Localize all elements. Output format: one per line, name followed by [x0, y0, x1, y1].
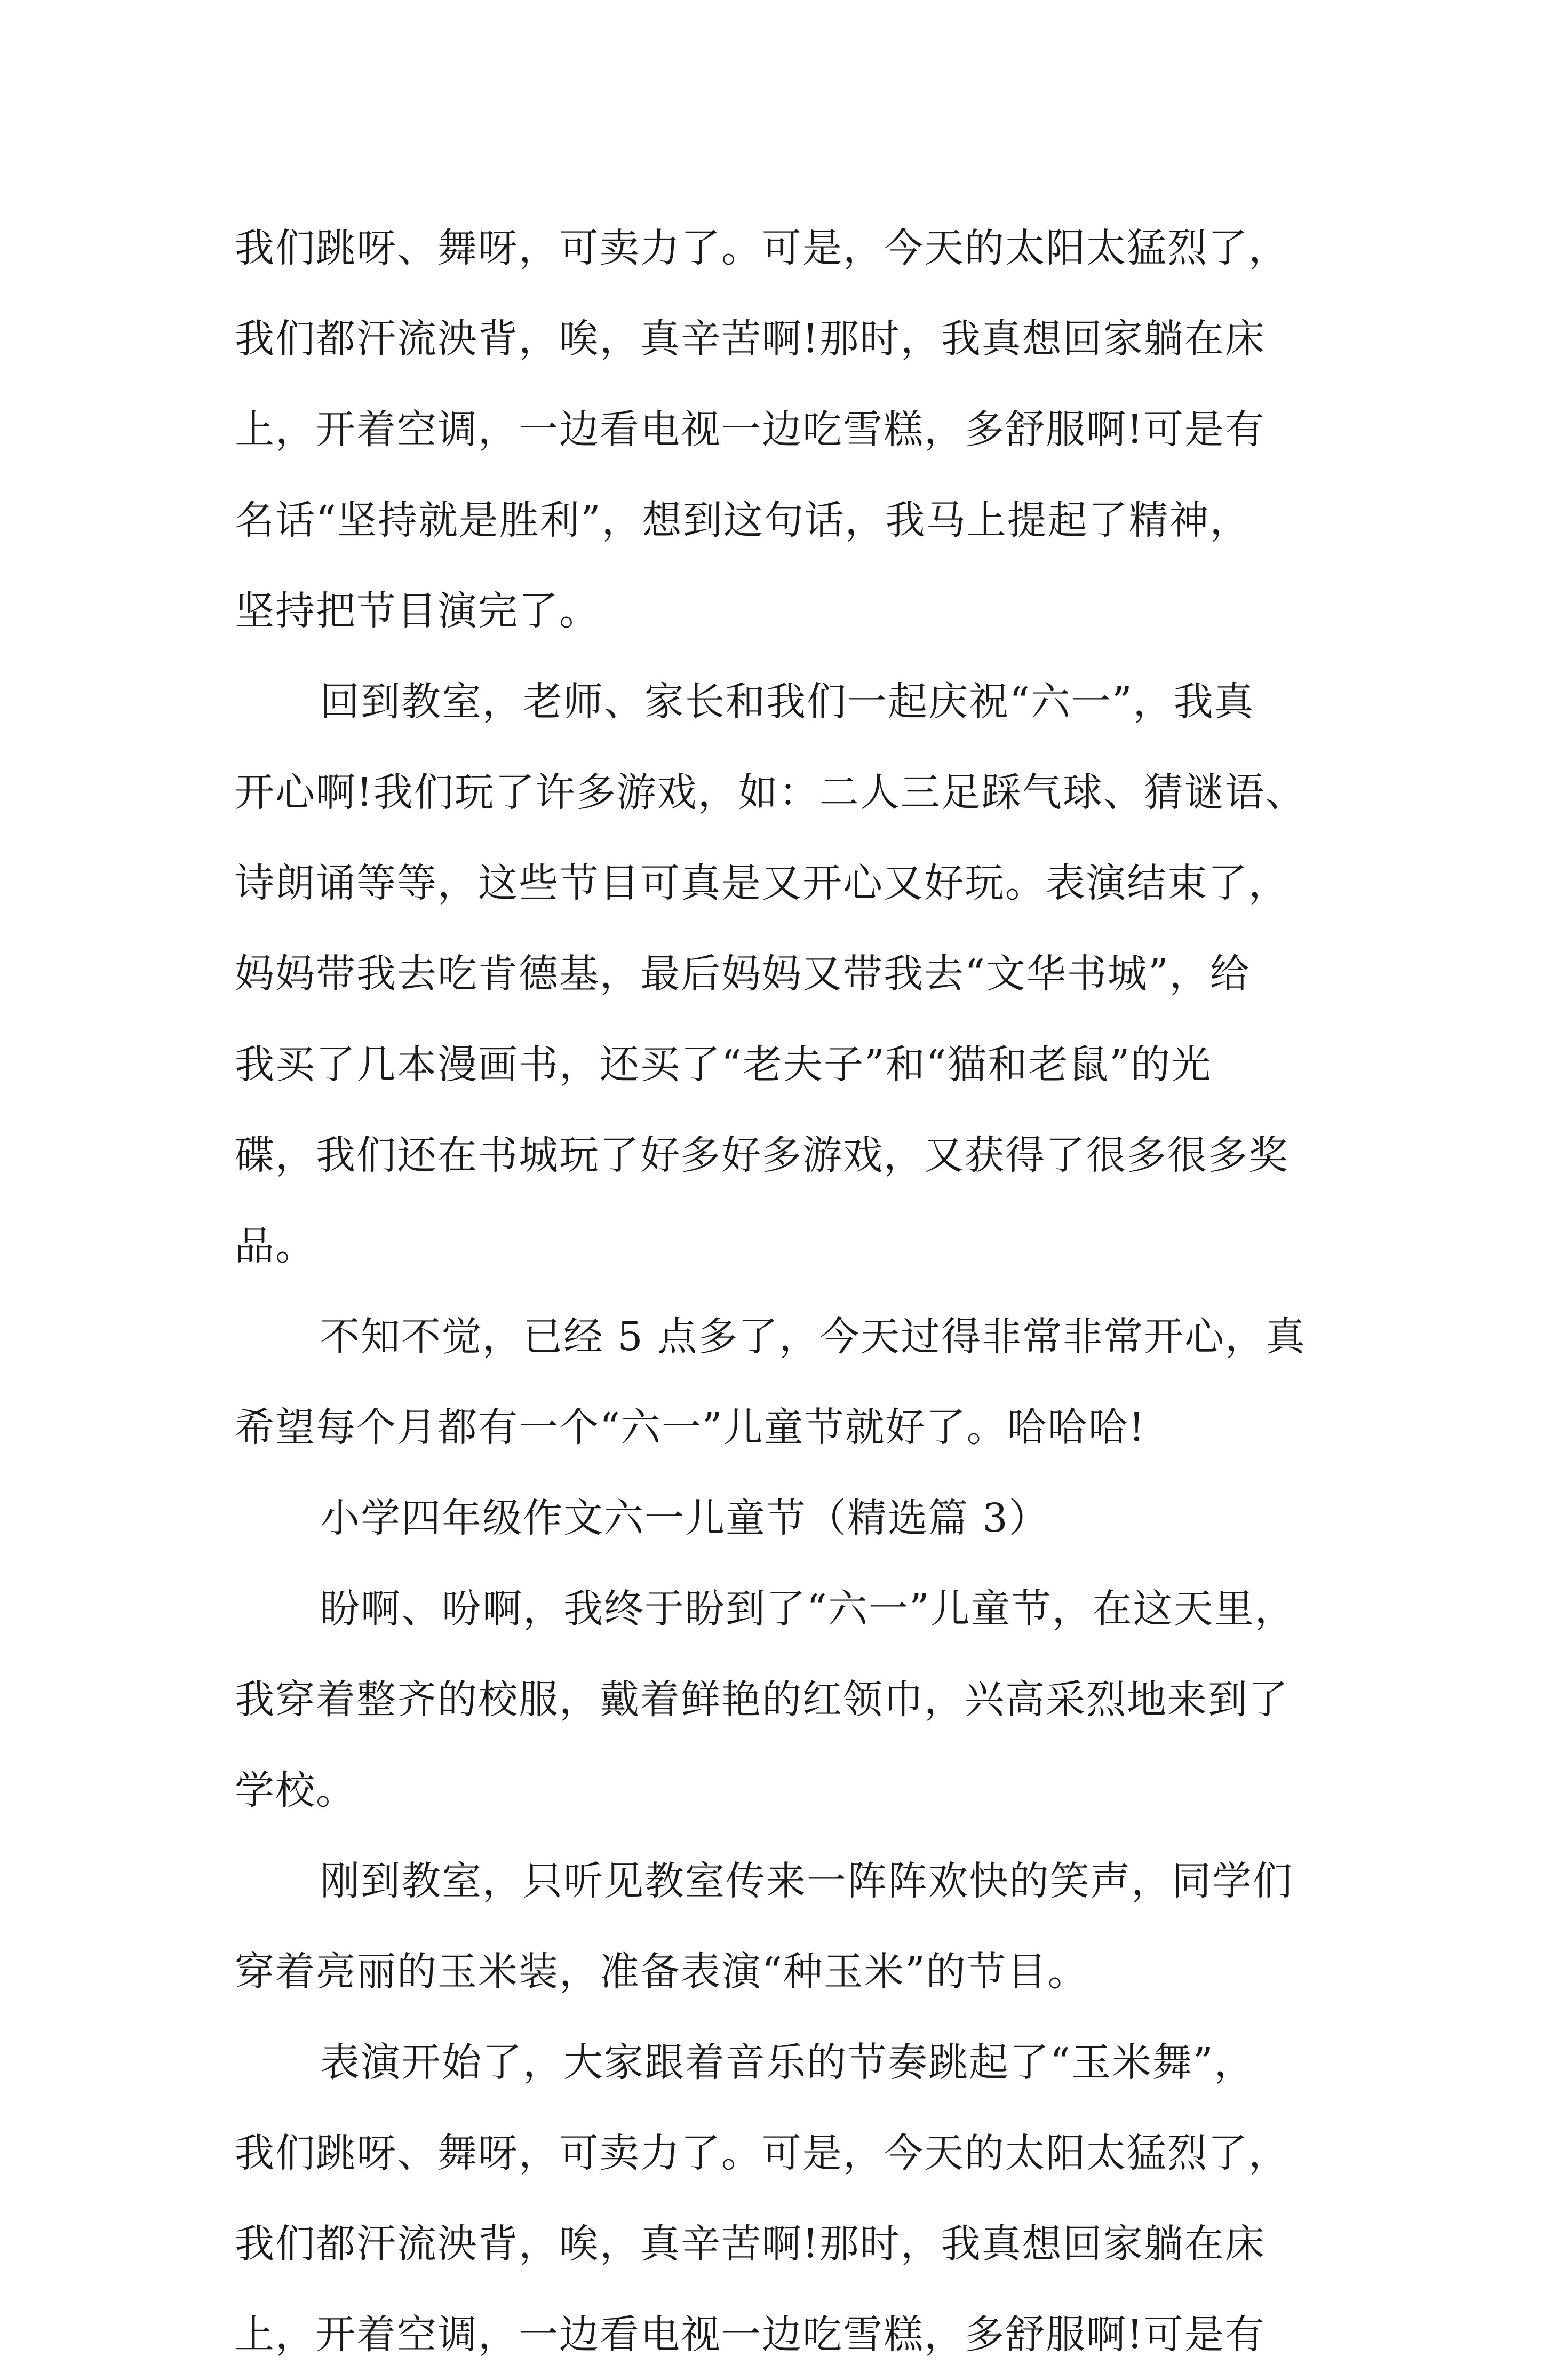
text-line: 开心啊!我们玩了许多游戏，如：二人三足踩气球、猜谜语、 [235, 769, 1306, 815]
text-line: 我穿着整齐的校服，戴着鲜艳的红领巾，兴高采烈地来到了 [235, 1677, 1289, 1723]
paragraph-first-line: 回到教室，老师、家长和我们一起庆祝“六一”，我真 [320, 679, 1255, 725]
paragraph-first-line: 不知不觉，已经 5 点多了，今天过得非常非常开心，真 [320, 1314, 1307, 1360]
article-body [235, 203, 1318, 2380]
text-line: 诗朗诵等等，这些节目可真是又开心又好玩。表演结束了， [235, 860, 1289, 906]
text-line: 我们跳呀、舞呀，可卖力了。可是，今天的太阳太猛烈了， [235, 2130, 1289, 2176]
section-heading: 小学四年级作文六一儿童节（精选篇 3） [320, 1495, 1049, 1541]
paragraph-first-line: 刚到教室，只听见教室传来一阵阵欢快的笑声，同学们 [320, 1858, 1293, 1904]
text-line: 妈妈带我去吃肯德基，最后妈妈又带我去“文华书城”，给 [235, 951, 1251, 997]
paragraph-first-line: 盼啊、吩啊，我终于盼到了“六一”儿童节，在这天里， [320, 1586, 1295, 1632]
text-line: 碟，我们还在书城玩了好多好多游戏，又获得了很多很多奖 [235, 1132, 1289, 1178]
text-line: 我们都汗流泱背，唉，真辛苦啊!那时，我真想回家躺在床 [235, 316, 1266, 362]
paragraph-first-line: 表演开始了，大家跟着音乐的节奏跳起了“玉米舞”， [320, 2040, 1255, 2085]
text-line: 上，开着空调，一边看电视一边吃雪糕，多舒服啊!可是有 [235, 407, 1266, 453]
text-line: 学校。 [235, 1767, 356, 1813]
text-line: 上，开着空调，一边看电视一边吃雪糕，多舒服啊!可是有 [235, 2312, 1266, 2358]
text-line: 品。 [235, 1223, 316, 1269]
text-line: 我买了几本漫画书，还买了“老夫子”和“猫和老鼠”的光 [235, 1042, 1212, 1088]
text-line: 我们都汗流泱背，唉，真辛苦啊!那时，我真想回家躺在床 [235, 2221, 1266, 2267]
text-line: 坚持把节目演完了。 [235, 588, 600, 634]
text-line: 希望每个月都有一个“六一”儿童节就好了。哈哈哈! [235, 1405, 1146, 1450]
text-line: 名话“坚持就是胜利”，想到这句话，我马上提起了精神， [235, 497, 1251, 543]
text-line: 穿着亮丽的玉米装，准备表演“种玉米”的节目。 [235, 1949, 1088, 1995]
text-line: 我们跳呀、舞呀，可卖力了。可是，今天的太阳太猛烈了， [235, 225, 1289, 271]
